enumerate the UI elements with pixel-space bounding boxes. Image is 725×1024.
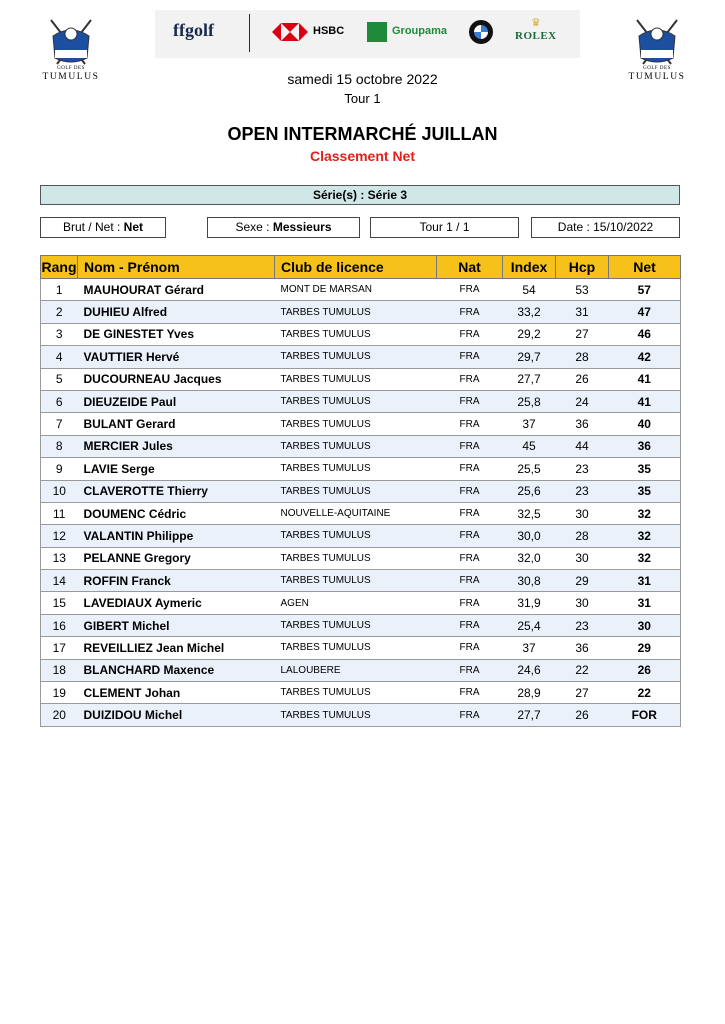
golf-club-crest-icon — [627, 16, 687, 70]
cell-index: 30,8 — [503, 570, 556, 592]
cell-nat: FRA — [437, 435, 503, 457]
cell-club: TARBES TUMULUS — [275, 458, 437, 480]
cell-index: 28,9 — [503, 682, 556, 704]
cell-nom: MERCIER Jules — [78, 435, 275, 457]
cell-rang: 10 — [41, 480, 78, 502]
groupama-logo: Groupama — [392, 25, 448, 37]
cell-nom: BULANT Gerard — [78, 413, 275, 435]
cell-nat: FRA — [437, 547, 503, 569]
cell-nat: FRA — [437, 502, 503, 524]
cell-club: LALOUBERE — [275, 659, 437, 681]
cell-nat: FRA — [437, 458, 503, 480]
cell-index: 32,0 — [503, 547, 556, 569]
results-table — [40, 255, 681, 727]
cell-rang: 6 — [41, 390, 78, 412]
table-row — [41, 323, 681, 345]
cell-club: TARBES TUMULUS — [275, 682, 437, 704]
cell-net: 57 — [609, 279, 681, 301]
cell-club: NOUVELLE-AQUITAINE — [275, 502, 437, 524]
page-subtitle: Classement Net — [309, 148, 416, 164]
table-row — [41, 346, 681, 368]
cell-net: 32 — [609, 547, 681, 569]
cell-rang: 11 — [41, 502, 78, 524]
table-row — [41, 435, 681, 457]
cell-net: 41 — [609, 390, 681, 412]
cell-net: 31 — [609, 592, 681, 614]
cell-hcp: 24 — [556, 390, 609, 412]
cell-nom: DUHIEU Alfred — [78, 301, 275, 323]
table-row — [41, 390, 681, 412]
hsbc-logo: HSBC — [313, 25, 345, 37]
cell-net: 42 — [609, 346, 681, 368]
cell-hcp: 28 — [556, 525, 609, 547]
cell-net: 31 — [609, 570, 681, 592]
cell-nom: DUIZIDOU Michel — [78, 704, 275, 726]
club-motto: GOLF DES — [643, 66, 671, 71]
cell-net: 41 — [609, 368, 681, 390]
cell-nat: FRA — [437, 570, 503, 592]
cell-nat: FRA — [437, 368, 503, 390]
cell-club: TARBES TUMULUS — [275, 413, 437, 435]
cell-nom: LAVEDIAUX Aymeric — [78, 592, 275, 614]
filter-sexe-value: Messieurs — [272, 220, 332, 234]
cell-nat: FRA — [437, 390, 503, 412]
cell-net: 32 — [609, 502, 681, 524]
cell-hcp: 44 — [556, 435, 609, 457]
cell-hcp: 28 — [556, 346, 609, 368]
cell-hcp: 22 — [556, 659, 609, 681]
cell-net: 47 — [609, 301, 681, 323]
cell-rang: 5 — [41, 368, 78, 390]
cell-index: 25,4 — [503, 614, 556, 636]
table-row — [41, 458, 681, 480]
cell-rang: 19 — [41, 682, 78, 704]
col-header-hcp: Hcp — [556, 256, 609, 279]
golf-club-crest-icon — [41, 16, 101, 70]
cell-index: 54 — [503, 279, 556, 301]
cell-rang: 4 — [41, 346, 78, 368]
table-row — [41, 704, 681, 726]
cell-hcp: 26 — [556, 704, 609, 726]
cell-hcp: 26 — [556, 368, 609, 390]
round-label: Tour 1 — [344, 91, 381, 106]
cell-nom: DE GINESTET Yves — [78, 323, 275, 345]
cell-index: 27,7 — [503, 368, 556, 390]
cell-nat: FRA — [437, 592, 503, 614]
cell-hcp: 36 — [556, 637, 609, 659]
cell-net: 29 — [609, 637, 681, 659]
cell-hcp: 23 — [556, 480, 609, 502]
table-row — [41, 682, 681, 704]
table-row — [41, 413, 681, 435]
table-row — [41, 637, 681, 659]
cell-index: 25,6 — [503, 480, 556, 502]
cell-nom: DUCOURNEAU Jacques — [78, 368, 275, 390]
cell-nat: FRA — [437, 704, 503, 726]
cell-club: MONT DE MARSAN — [275, 279, 437, 301]
cell-nom: VAUTTIER Hervé — [78, 346, 275, 368]
table-row — [41, 592, 681, 614]
club-name: TUMULUS — [42, 72, 100, 82]
cell-nat: FRA — [437, 323, 503, 345]
sponsor-banner — [155, 10, 580, 58]
cell-rang: 15 — [41, 592, 78, 614]
cell-nat: FRA — [437, 682, 503, 704]
cell-club: TARBES TUMULUS — [275, 323, 437, 345]
series-bar: Série(s) : Série 3 — [40, 185, 680, 205]
cell-nat: FRA — [437, 659, 503, 681]
cell-index: 37 — [503, 637, 556, 659]
ffgolf-logo: ffgolf — [173, 20, 214, 40]
cell-hcp: 30 — [556, 592, 609, 614]
filter-date: Date : 15/10/2022 — [531, 217, 680, 238]
cell-rang: 12 — [41, 525, 78, 547]
cell-hcp: 27 — [556, 682, 609, 704]
col-header-rang: Rang — [41, 256, 78, 279]
cell-nom: MAUHOURAT Gérard — [78, 279, 275, 301]
cell-nom: ROFFIN Franck — [78, 570, 275, 592]
cell-nat: FRA — [437, 279, 503, 301]
cell-hcp: 30 — [556, 547, 609, 569]
col-header-net: Net — [609, 256, 681, 279]
cell-club: AGEN — [275, 592, 437, 614]
cell-rang: 9 — [41, 458, 78, 480]
cell-net: 35 — [609, 480, 681, 502]
cell-nom: VALANTIN Philippe — [78, 525, 275, 547]
cell-index: 27,7 — [503, 704, 556, 726]
cell-nom: BLANCHARD Maxence — [78, 659, 275, 681]
cell-index: 33,2 — [503, 301, 556, 323]
cell-hcp: 29 — [556, 570, 609, 592]
cell-club: TARBES TUMULUS — [275, 704, 437, 726]
cell-nom: DIEUZEIDE Paul — [78, 390, 275, 412]
rolex-logo: ROLEX — [515, 30, 557, 42]
cell-index: 45 — [503, 435, 556, 457]
table-row — [41, 279, 681, 301]
cell-rang: 2 — [41, 301, 78, 323]
cell-net: 32 — [609, 525, 681, 547]
cell-nom: PELANNE Gregory — [78, 547, 275, 569]
cell-club: TARBES TUMULUS — [275, 637, 437, 659]
cell-index: 24,6 — [503, 659, 556, 681]
cell-nat: FRA — [437, 614, 503, 636]
cell-rang: 3 — [41, 323, 78, 345]
cell-rang: 17 — [41, 637, 78, 659]
table-row — [41, 480, 681, 502]
cell-club: TARBES TUMULUS — [275, 480, 437, 502]
filter-sexe-label: Sexe : — [235, 220, 270, 234]
page-title: OPEN INTERMARCHÉ JUILLAN — [227, 124, 498, 144]
sponsor-divider — [249, 14, 250, 52]
filter-tour: Tour 1 / 1 — [370, 217, 519, 238]
cell-hcp: 31 — [556, 301, 609, 323]
cell-net: 36 — [609, 435, 681, 457]
col-header-nom: Nom - Prénom — [78, 256, 275, 279]
cell-rang: 14 — [41, 570, 78, 592]
cell-nom: LAVIE Serge — [78, 458, 275, 480]
cell-nat: FRA — [437, 301, 503, 323]
cell-net: 22 — [609, 682, 681, 704]
cell-club: TARBES TUMULUS — [275, 570, 437, 592]
cell-index: 37 — [503, 413, 556, 435]
col-header-club: Club de licence — [275, 256, 437, 279]
table-row — [41, 368, 681, 390]
cell-nat: FRA — [437, 413, 503, 435]
filter-brut-net-label: Brut / Net : — [62, 220, 121, 234]
table-row — [41, 570, 681, 592]
club-name: TUMULUS — [628, 72, 686, 82]
cell-nat: FRA — [437, 525, 503, 547]
event-date: samedi 15 octobre 2022 — [287, 71, 438, 87]
cell-club: TARBES TUMULUS — [275, 301, 437, 323]
cell-club: TARBES TUMULUS — [275, 547, 437, 569]
cell-hcp: 36 — [556, 413, 609, 435]
cell-rang: 20 — [41, 704, 78, 726]
cell-nom: REVEILLIEZ Jean Michel — [78, 637, 275, 659]
cell-club: TARBES TUMULUS — [275, 390, 437, 412]
filter-brut-net-value: Net — [123, 220, 144, 234]
cell-index: 25,8 — [503, 390, 556, 412]
rolex-crown-icon: ♛ — [531, 17, 541, 29]
cell-net: 35 — [609, 458, 681, 480]
cell-index: 29,7 — [503, 346, 556, 368]
cell-hcp: 53 — [556, 279, 609, 301]
table-row — [41, 301, 681, 323]
cell-net: 26 — [609, 659, 681, 681]
cell-index: 30,0 — [503, 525, 556, 547]
cell-net: FOR — [609, 704, 681, 726]
table-row — [41, 525, 681, 547]
bmw-roundel-icon — [469, 20, 493, 44]
cell-rang: 16 — [41, 614, 78, 636]
cell-rang: 8 — [41, 435, 78, 457]
cell-club: TARBES TUMULUS — [275, 435, 437, 457]
cell-net: 30 — [609, 614, 681, 636]
cell-nom: CLEMENT Johan — [78, 682, 275, 704]
cell-club: TARBES TUMULUS — [275, 525, 437, 547]
cell-index: 29,2 — [503, 323, 556, 345]
table-row — [41, 614, 681, 636]
table-row — [41, 547, 681, 569]
table-header-row — [41, 256, 681, 279]
cell-nom: DOUMENC Cédric — [78, 502, 275, 524]
cell-nat: FRA — [437, 346, 503, 368]
cell-rang: 18 — [41, 659, 78, 681]
cell-nat: FRA — [437, 637, 503, 659]
cell-hcp: 23 — [556, 458, 609, 480]
cell-nat: FRA — [437, 480, 503, 502]
cell-net: 40 — [609, 413, 681, 435]
cell-index: 25,5 — [503, 458, 556, 480]
cell-hcp: 30 — [556, 502, 609, 524]
cell-hcp: 23 — [556, 614, 609, 636]
table-row — [41, 659, 681, 681]
cell-hcp: 27 — [556, 323, 609, 345]
filter-sexe — [207, 217, 360, 238]
cell-club: TARBES TUMULUS — [275, 368, 437, 390]
cell-rang: 7 — [41, 413, 78, 435]
cell-rang: 13 — [41, 547, 78, 569]
cell-club: TARBES TUMULUS — [275, 614, 437, 636]
hsbc-hexagon-icon — [272, 23, 308, 41]
cell-net: 46 — [609, 323, 681, 345]
cell-club: TARBES TUMULUS — [275, 346, 437, 368]
cell-nom: GIBERT Michel — [78, 614, 275, 636]
groupama-icon — [367, 22, 387, 42]
cell-nom: CLAVEROTTE Thierry — [78, 480, 275, 502]
col-header-index: Index — [503, 256, 556, 279]
cell-rang: 1 — [41, 279, 78, 301]
club-motto: GOLF DES — [57, 66, 85, 71]
cell-index: 31,9 — [503, 592, 556, 614]
filter-brut-net — [40, 217, 166, 238]
cell-index: 32,5 — [503, 502, 556, 524]
col-header-nat: Nat — [437, 256, 503, 279]
table-row — [41, 502, 681, 524]
